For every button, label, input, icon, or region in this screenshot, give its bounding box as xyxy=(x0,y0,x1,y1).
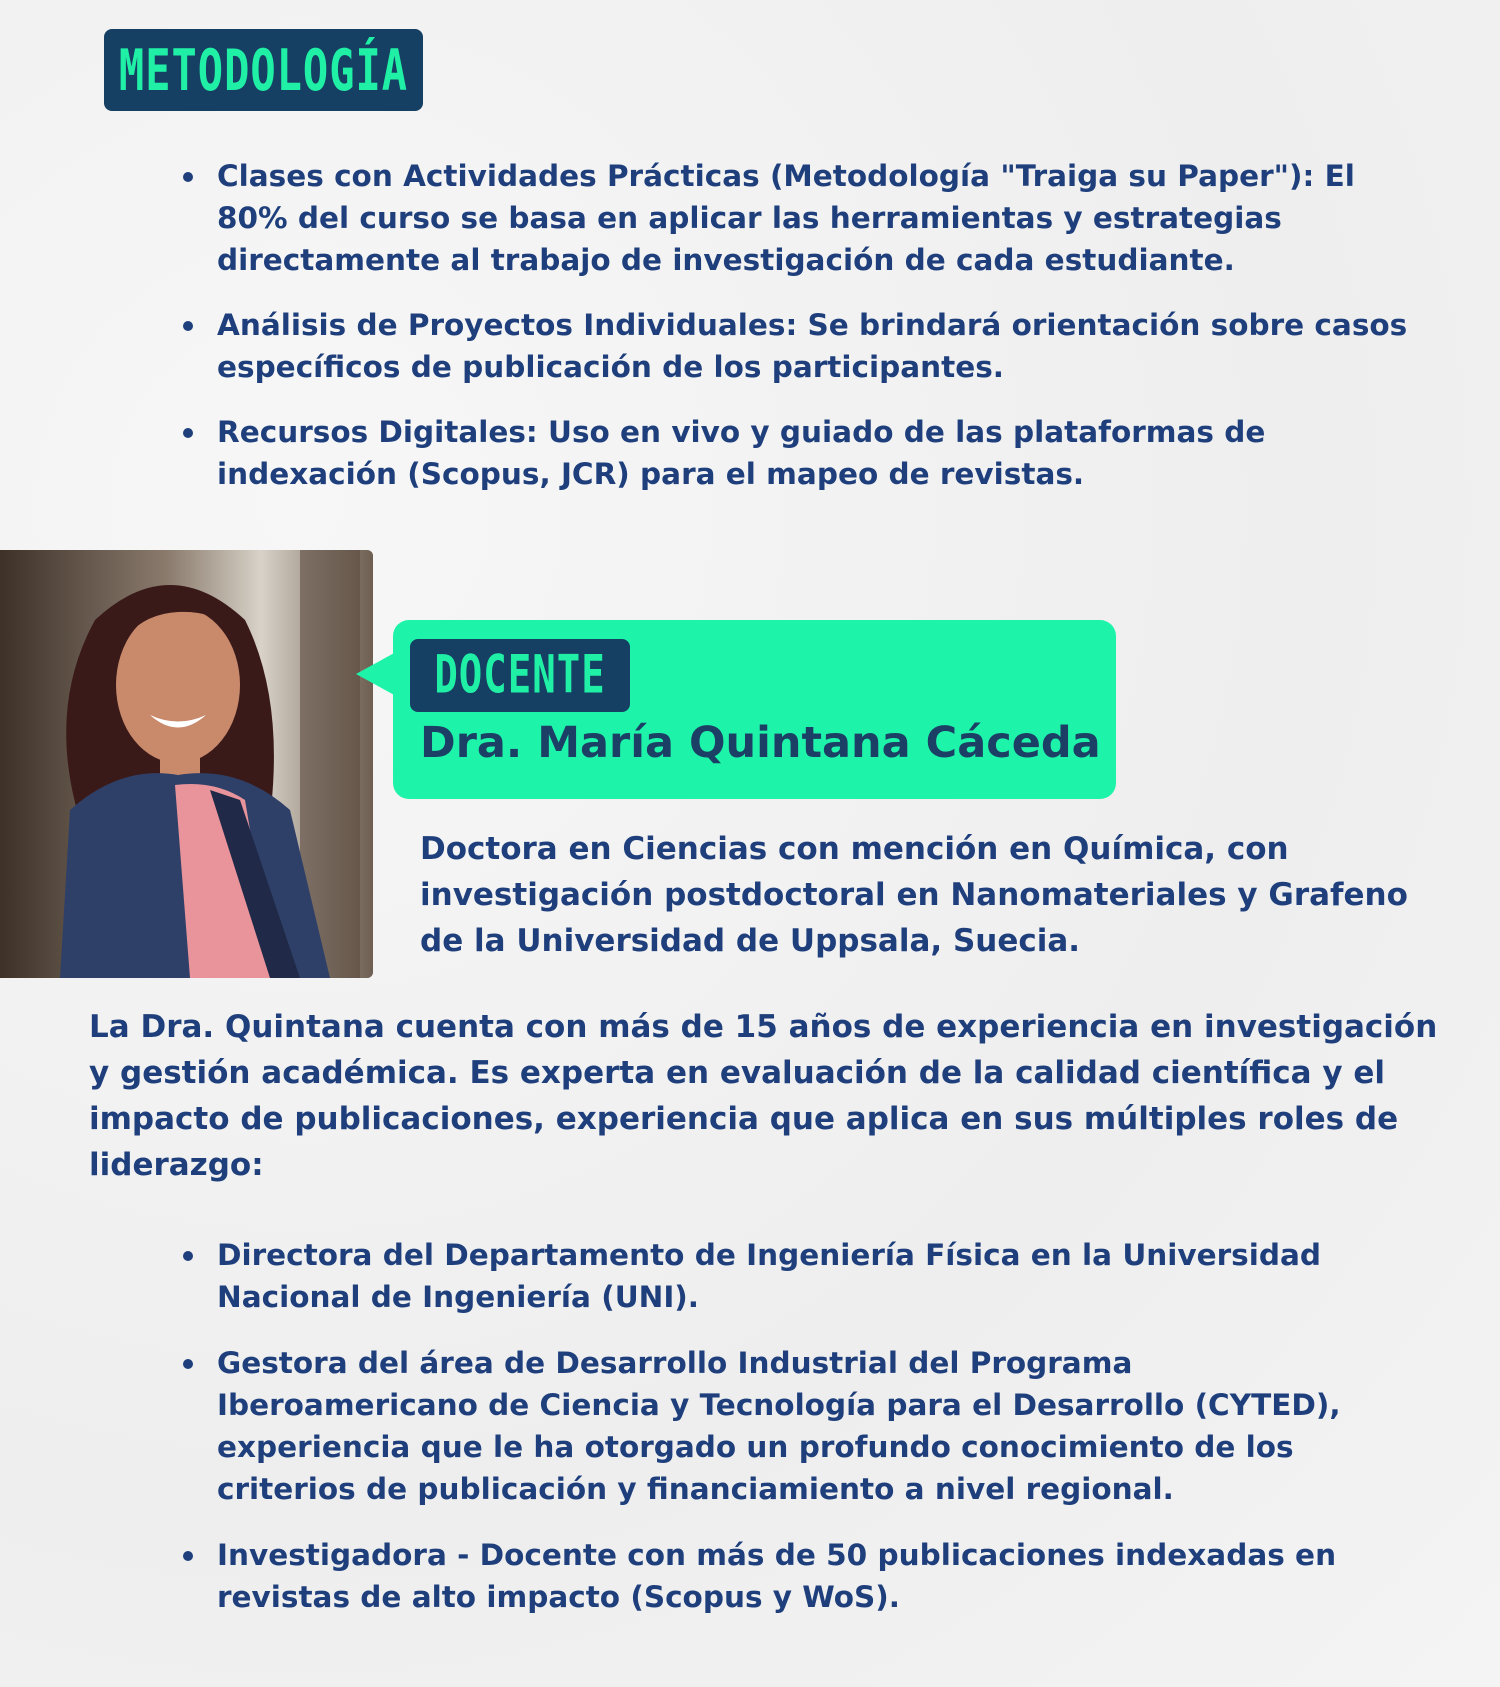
methodology-heading: METODOLOGÍA xyxy=(118,36,409,104)
teacher-roles-list xyxy=(217,1234,1347,1642)
teacher-photo xyxy=(0,550,373,978)
callout-pointer xyxy=(356,652,396,696)
methodology-item: Clases con Actividades Prácticas (Metodología "Traiga su Paper"): El 80% del curso se basa en aplicar las herramientas y estrategias directamente al trabajo de investigación de cada estudiante. xyxy=(217,155,1417,281)
teacher-bio: La Dra. Quintana cuenta con más de 15 años de experiencia en investigación y gestión académica. Es experta en evaluación de la calidad científica y el impacto de publicaciones, experiencia que aplica en sus múltiples roles de liderazgo: xyxy=(89,1009,1438,1183)
teacher-role-item: Investigadora - Docente con más de 50 publicaciones indexadas en revistas de alto impacto (Scopus y WoS). xyxy=(217,1534,1347,1618)
methodology-item: Recursos Digitales: Uso en vivo y guiado de las plataformas de indexación (Scopus, JCR) para el mapeo de revistas. xyxy=(217,411,1417,495)
teacher-heading: DOCENTE xyxy=(434,645,606,706)
teacher-heading-tag xyxy=(410,639,630,712)
teacher-name: Dra. María Quintana Cáceda xyxy=(420,718,1101,768)
teacher-portrait-illustration xyxy=(0,550,373,978)
teacher-role-item: Gestora del área de Desarrollo Industrial del Programa Iberoamericano de Ciencia y Tecnología para el Desarrollo (CYTED), experiencia que le ha otorgado un profundo conocimiento de los criterios de publicación y financiamiento a nivel regional. xyxy=(217,1342,1347,1510)
methodology-item: Análisis de Proyectos Individuales: Se brindará orientación sobre casos específicos de publicación de los participantes. xyxy=(217,304,1417,388)
teacher-role-item: Directora del Departamento de Ingeniería Física en la Universidad Nacional de Ingeniería (UNI). xyxy=(217,1234,1347,1318)
teacher-degree: Doctora en Ciencias con mención en Química, con investigación postdoctoral en Nanomateriales y Grafeno de la Universidad de Uppsala, Suecia. xyxy=(420,831,1408,959)
methodology-list xyxy=(217,155,1417,518)
methodology-heading-tag xyxy=(104,29,423,111)
